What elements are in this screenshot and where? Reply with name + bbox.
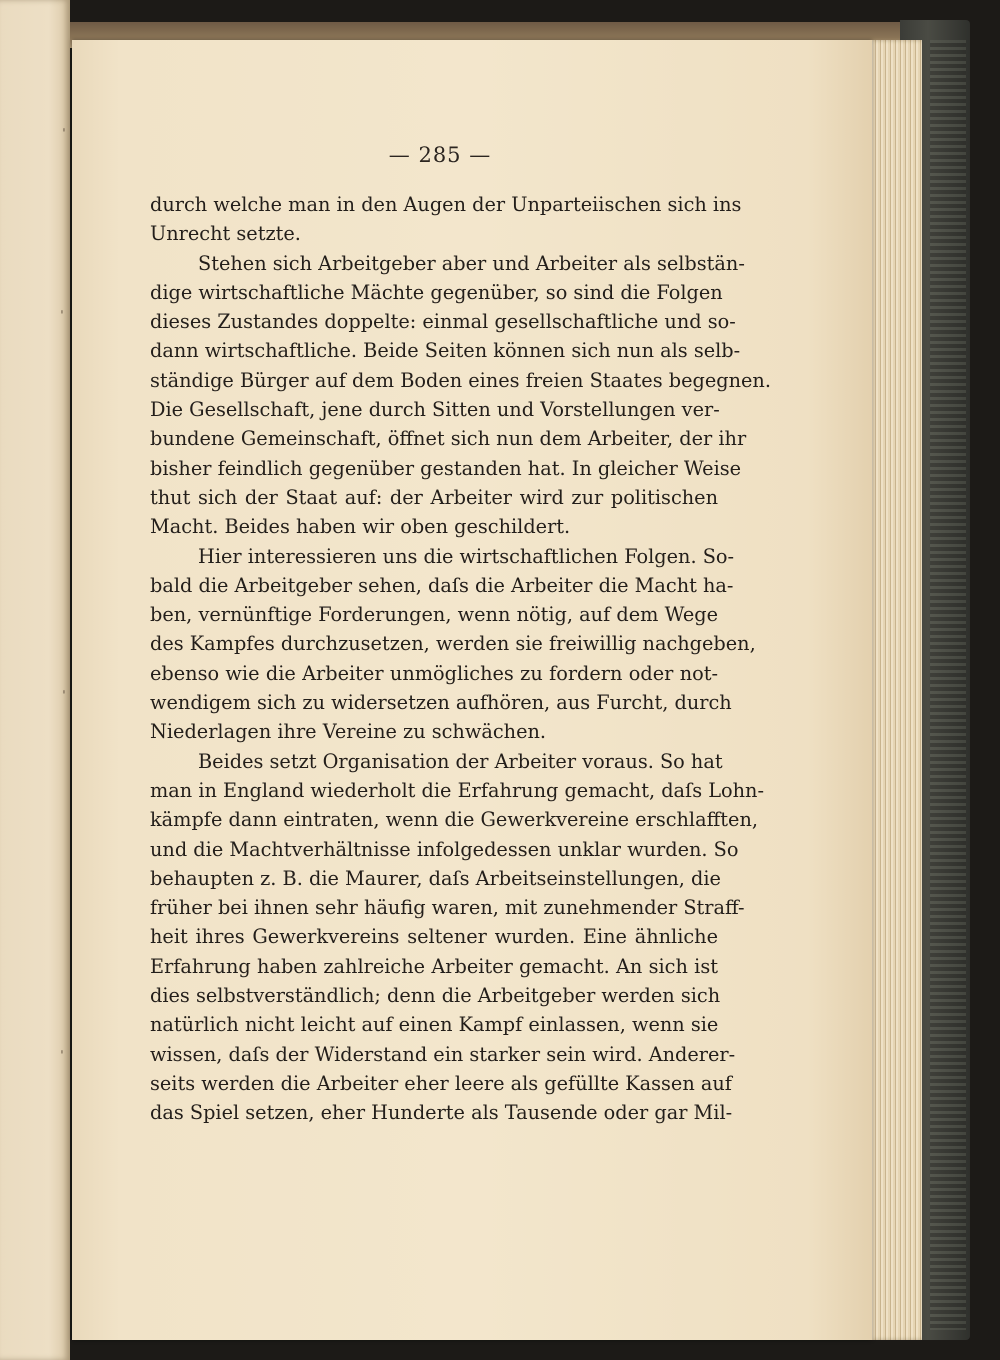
text-line: heit ihres Gewerkvereins seltener wurden. Eine ähnliche — [150, 925, 718, 949]
text-line: behaupten z. B. die Maurer, daſs Arbeitseinstellungen, die — [150, 866, 721, 890]
book-cover-texture — [930, 40, 966, 1330]
margin-mark: ˌ — [62, 680, 66, 696]
text-line: wendigem sich zu widersetzen aufhören, aus Furcht, durch — [150, 691, 732, 715]
text-line: ständige Bürger auf dem Boden eines freien Staates begegnen. — [150, 368, 771, 392]
text-line: ebenso wie die Arbeiter unmögliches zu fordern oder not- — [150, 661, 718, 685]
text-line: durch welche man in den Augen der Unparteiischen sich ins — [150, 193, 742, 216]
margin-mark: ˌ — [62, 118, 66, 134]
text-line: Unrecht setzte. — [150, 222, 301, 246]
text-line: natürlich nicht leicht auf einen Kampf einlassen, wenn sie — [150, 1013, 719, 1037]
margin-mark: ˌ — [60, 1040, 64, 1056]
text-line: des Kampfes durchzusetzen, werden sie freiwillig nachgeben, — [150, 632, 756, 656]
text-line: Niederlagen ihre Vereine zu schwächen. — [150, 720, 547, 744]
text-line: und die Machtverhältnisse infolgedessen unklar wurden. So — [150, 837, 739, 861]
text-line: das Spiel setzen, eher Hunderte als Tausende oder gar Mil- — [150, 1101, 733, 1125]
text-line: bald die Arbeitgeber sehen, daſs die Arbeiter die Macht ha- — [150, 573, 734, 597]
text-line: bundene Gemeinschaft, öffnet sich nun dem Arbeiter, der ihr — [150, 427, 747, 451]
body-text — [150, 190, 771, 1128]
text-line: bisher feindlich gegenüber gestanden hat. In gleicher Weise — [150, 456, 742, 480]
text-line: früher bei ihnen sehr häufig waren, mit zunehmender Straff- — [150, 896, 745, 920]
text-line: dieses Zustandes doppelte: einmal gesellschaftliche und so- — [150, 310, 736, 334]
text-line: Die Gesellschaft, jene durch Sitten und Vorstellungen ver- — [150, 398, 720, 422]
margin-mark: ˌ — [60, 300, 64, 316]
text-line: man in England wiederholt die Erfahrung gemacht, daſs Lohn- — [150, 778, 764, 802]
text-line: Beides setzt Organisation der Arbeiter voraus. So hat — [198, 749, 723, 773]
text-line: kämpfe dann eintraten, wenn die Gewerkvereine erschlafften, — [150, 808, 758, 832]
text-line: dann wirtschaftliche. Beide Seiten können sich nun als selb- — [150, 339, 741, 363]
text-line: dige wirtschaftliche Mächte gegenüber, so sind die Folgen — [150, 280, 723, 304]
text-line: dies selbstverständlich; denn die Arbeitgeber werden sich — [150, 984, 721, 1008]
page-number: — 285 — — [388, 143, 492, 167]
text-line: seits werden die Arbeiter eher leere als gefüllte Kassen auf — [150, 1071, 732, 1095]
text-line: Erfahrung haben zahlreiche Arbeiter gemacht. An sich ist — [150, 954, 718, 978]
text-line: wissen, daſs der Widerstand ein starker sein wird. Anderer- — [150, 1042, 736, 1066]
text-line: Stehen sich Arbeitgeber aber und Arbeiter als selbstän- — [198, 251, 745, 275]
text-line: thut sich der Staat auf: der Arbeiter wird zur politischen — [150, 485, 718, 509]
text-line: Macht. Beides haben wir oben geschildert. — [150, 515, 571, 539]
text-line: Hier interessieren uns die wirtschaftlichen Folgen. So- — [198, 544, 735, 568]
text-line: ben, vernünftige Forderungen, wenn nötig, auf dem Wege — [150, 603, 718, 627]
facing-page-left — [0, 0, 70, 1360]
